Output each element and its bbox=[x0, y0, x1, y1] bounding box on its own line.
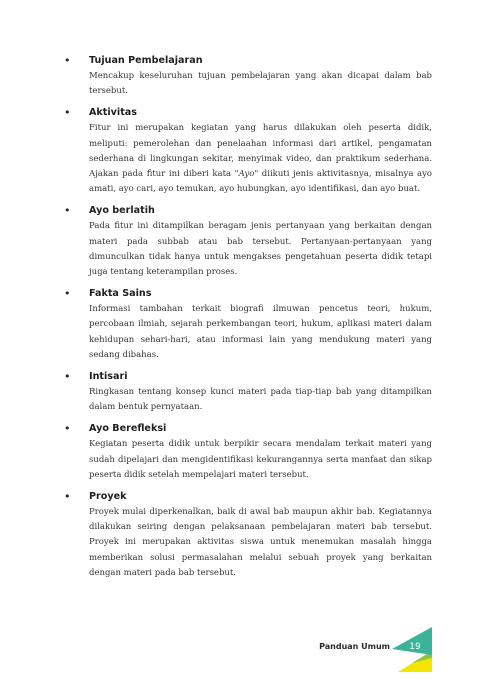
list-item bbox=[62, 202, 432, 280]
item-body: Ringkasan tentang konsep kunci materi pada tiap-tiap bab yang ditampilkan dalam bentuk pernyataan. bbox=[89, 387, 432, 413]
footer-label: Panduan Umum bbox=[319, 642, 390, 651]
item-body: Kegiatan peserta didik untuk berpikir secara mendalam terkait materi yang sudah dipelajari dan mengidentifikasi kekurangannya serta manfaat dan sikap peserta didik setelah mempelajari materi tersebut. bbox=[89, 439, 432, 480]
bullet-icon: • bbox=[64, 422, 71, 436]
list-item bbox=[62, 420, 432, 483]
bullet-icon: • bbox=[64, 490, 71, 504]
bullet-icon: • bbox=[64, 370, 71, 384]
bullet-icon: • bbox=[64, 106, 71, 120]
item-body-emphasis: Ayo bbox=[238, 169, 255, 180]
page-number: 19 bbox=[409, 642, 421, 652]
item-title: Ayo Berefleksi bbox=[89, 423, 167, 435]
bullet-icon: • bbox=[64, 287, 71, 301]
item-body: Informasi tambahan terkait biografi ilmuwan pencetus teori, hukum, percobaan ilmiah, sejarah perkembangan teori, hukum, aplikasi materi dalam kehidupan sehari-hari, atau informasi lain yang mendukung materi yang sedang dibahas. bbox=[89, 304, 432, 360]
bullet-icon: • bbox=[64, 54, 71, 67]
item-title: Ayo berlatih bbox=[89, 205, 155, 217]
item-title: Aktivitas bbox=[89, 107, 137, 119]
feature-list bbox=[62, 52, 432, 586]
item-body: Mencakup keseluruhan tujuan pembelajaran yang akan dicapai dalam bab tersebut. bbox=[89, 71, 432, 97]
item-body: Proyek mulai diperkenalkan, baik di awal bab maupun akhir bab. Kegiatannya dilakukan seiring dengan pelaksanaan pembelajaran materi bab tersebut. Proyek ini merupakan aktivitas siswa untuk menemukan masalah hingga memberikan solusi permasalahan melalui sebuah proyek yang berkaitan dengan materi pada bab tersebut. bbox=[89, 507, 432, 578]
item-title: Fakta Sains bbox=[89, 288, 152, 300]
item-body-text: Fitur ini merupakan kegiatan yang harus dilakukan oleh peserta didik, meliputi: pemerolehan dan penelaahan informasi dari artikel, pengamatan sederhana di lingkungan sekitar, menyimak video, dan praktikum sederhana. Ajakan pada fitur ini diberi kata " bbox=[89, 123, 432, 180]
item-title: Proyek bbox=[89, 491, 127, 503]
item-title: Intisari bbox=[89, 371, 128, 383]
list-item bbox=[62, 52, 432, 99]
item-body-text: " diikuti jenis aktivitasnya, misalnya ayo amati, ayo cari, ayo temukan, ayo hubungkan, ayo identifikasi, dan ayo buat. bbox=[89, 169, 432, 195]
item-title: Tujuan Pembelajaran bbox=[89, 55, 203, 66]
list-item bbox=[62, 104, 432, 197]
item-body: Pada fitur ini ditampilkan beragam jenis pertanyaan yang berkaitan dengan materi pada subbab atau bab tersebut. Pertanyaan-pertanyaan yang dimunculkan tidak hanya untuk mengakses pengetahuan peserta didik tetapi juga tentang keterampilan proses. bbox=[89, 221, 432, 278]
list-item bbox=[62, 368, 432, 415]
list-item bbox=[62, 488, 432, 581]
list-item bbox=[62, 285, 432, 363]
bullet-icon: • bbox=[64, 204, 71, 218]
item-body bbox=[89, 121, 432, 197]
